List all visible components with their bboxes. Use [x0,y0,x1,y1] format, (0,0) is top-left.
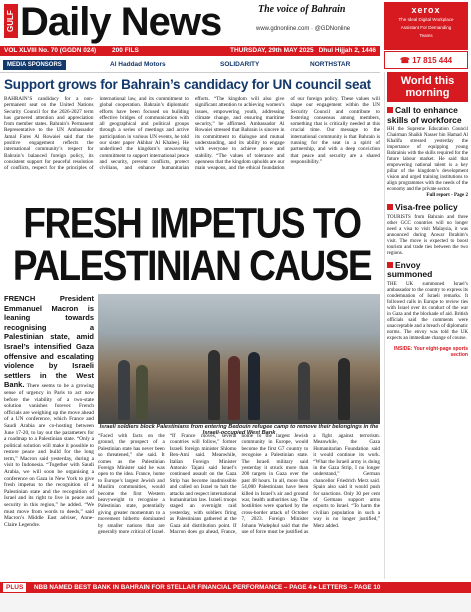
sidebar-story-2-body: TOURISTS from Bahrain and three other GCC countries will no longer need a visa to visit Malaysia, it was announced during Anwar Ibrahim’s visit. The move is expected to boost tourism and trade ties between the two regions. [387,214,468,256]
lead-photo [98,294,380,424]
red-square-icon [387,107,393,113]
advert-phone[interactable]: ☎ 17 815 444 [384,51,468,69]
top-story-headline[interactable]: Support grows for Bahrain’s candidacy for UN council seat [4,77,371,92]
dateline [0,46,380,56]
plus-label: PLUS [3,583,26,592]
xerox-logo: xerox [411,5,441,15]
tagline: The voice of Bahrain [258,4,346,15]
person-figure [248,352,260,420]
sponsor-al-haddad: Al Haddad Motors [110,61,166,68]
lead-headline[interactable]: FRESH IMPETUS TO PALESTINIAN CAUSE [12,199,372,290]
page-bottom-band [0,593,471,612]
sponsor-solidarity: SOLIDARITY [220,61,260,68]
lead-intro: FRENCH President Emmanuel Macron is leaning towards recognising a Palestinian state, amid Israel’s intensified Gaza offensive and escalating violence by Israeli settlers in the West Bank. [4,294,94,390]
red-square-icon [387,204,393,210]
sidebar-story-3-body: THE UK summoned Israel’s ambassador to the country to express its condemnation of Israeli remarks. It followed calls in Europe to review ties with Israel over its conduct of the war in Gaza and the blockade of aid. British officials said the comments were unacceptable and a breach of diplomatic norms. The envoy was told the UK expects an immediate change of course. [387,281,468,341]
person-figure [298,362,310,420]
top-story-body: BAHRAIN’S candidacy for a non-permanent seat on the United Nations Security Council for the 2026-2027 term has garnered attention and appreciation from member states. Bahrain’s Permanent Representative to the UN Ambassador Jamal Fares Al Rowaiei said that the positive engagement reflects the international community’s respect for Bahrain’s balanced foreign policy, its consistent support for peaceful resolution of conflicts, respect for the principles of international law, and its commitment to global cooperation. Bahrain’s diplomatic efforts have been focused on building effective bridges of communication with all geographical and political groups through a series of meetings and active participation in various UN events, he told our sister paper Akhbar Al Khaleej. He underlined the kingdom’s unwavering commitment to support international peace and security, prevent conflicts, protect civilians, and enhance humanitarian efforts. “The kingdom will also give significant attention to achieving women’s issues, empowering youth, addressing climate change, and ensuring maritime security,” he affirmed. Ambassador Al Rowaiei stressed that Bahrain is sincere in its commitment to dialogue and mutual understanding, and its ability to engage with everyone to achieve peace and stability. “The values of tolerance and openness that the kingdom upholds are our main weapons, and the ethical foundation of our foreign policy. These values will shape our engagement within the UN Security Council and contribute to fostering consensus among members, something that is critically needed at this crucial time. Our message to the international community is that Bahrain is running for the seat in a spirit of partnership, and with a deep conviction that peace and security are a shared responsibility.” [4,96,380,172]
issue-date: THURSDAY, 29th MAY 2025 [230,47,314,54]
sidebar [384,72,468,579]
sidebar-story-3-headline[interactable]: Envoy summoned [387,259,433,279]
advert-line-2: Assistant For Demanding [400,25,452,30]
soldier-figure [118,360,130,420]
person-figure [338,358,350,420]
person-figure [228,356,240,420]
footer-bar [0,582,471,593]
sidebar-story-1-headline[interactable]: Call to enhance skills of workforce [387,105,462,125]
price: 200 FILS [112,47,139,54]
sponsors-bar [0,57,380,73]
photo-caption: Israeli soldiers block Palestinians from entering Bedouin refugee camp to remove their belongings in the Israeli-occupied West Bank [99,424,379,436]
volume-number: VOL XLVIII No. 70 (GGDN 024) [4,47,97,54]
advert-line-3: Teams [419,33,433,38]
sponsor-northstar: NORTHSTAR [310,61,351,68]
gulf-tab: GULF [4,4,18,38]
lead-story-continued: “Faced with facts on the ground, the prospect of a Palestinian state has never been so threatened,” she said. It comes as the Palestinian Foreign Minister said he was open to the idea. France, home to Europe’s largest Jewish and Muslim communities, would become the first Western heavyweight to recognise a Palestinian state, potentially giving greater momentum to a movement hitherto dominated by smaller nations that are generally more critical of Israel. “If France moves, several countries will follow,” former Israeli foreign minister Shlomo Ben-Ami said. Meanwhile, Italian Foreign Minister Antonio Tajani said Israel’s continued assault on the Gaza Strip has become inadmissible and called on Israel to halt the attacks and respect international humanitarian law. Israeli troops staged an overnight raid yesterday, with soldiers firing as Palestinians gathered at the Gaza aid distribution point. If Macron does go ahead, France, home to the largest Jewish community in Europe, would become the first G7 country to recognise a Palestinian state. The Israeli military said yesterday it struck more than 200 targets in Gaza over the past 48 hours. In all, more than 54,000 Palestinians have been killed in Israel’s air and ground war, health authorities say. The hostilities were sparked by the cross-border attack of October 7, 2023. Foreign Minister Johann Wadephul said that the use of force must be justified as a fight against terrorism. Meanwhile, the Gaza Humanitarian Foundation said it would continue its work. “What the Israeli army is doing in the Gaza Strip, I no longer understand,” German chancellor Friedrich Merz said. Spain also said it would push for sanctions. Only 30 per cent of Germans support arms exports to Israel. “To harm the civilian population in such a way is no longer justified,” Merz added. [98,433,380,536]
red-square-icon [387,262,393,268]
media-sponsors-label: MEDIA SPONSORS [3,60,66,70]
sidebar-story-1-body: HH the Supreme Education Council Chairman Shaikh Nasser bin Hamad Al Khalifa stressed yesterday the importance of equipping young Bahrainis with the skills required for the future labour market. He said that empowering national talent is a key pillar of the kingdom’s development vision and urged training institutions to align programmes with the needs of the economy and the private sector. Full report - Page 2 [387,127,468,198]
website: www.gdnonline.com · @GDNonline [256,26,351,32]
soldier-figure [136,365,148,420]
hijri-date: Dhul Hijjah 2, 1446 [318,47,376,54]
inside-sports-teaser[interactable]: INSIDE: Your eight-page sports section [394,345,468,358]
lead-story-column [4,294,94,579]
person-figure [208,350,220,420]
newspaper-title: Daily News [20,0,222,44]
footer-teaser[interactable]: NBB NAMED BEST BANK IN BAHRAIN FOR STELLAR FINANCIAL PERFORMANCE – PAGE 4 ▸ LETTERS – PAGE 10 [34,584,381,591]
sidebar-story-2-headline[interactable]: Visa-free policy [387,203,468,213]
lead-body: There seems to be a growing sense of urgency in Paris to act now before the viability of a two-state solution vanishes forever. French officials are weighing up the move ahead of a UN conference, which France and Saudi Arabia are co-hosting between June 17-20, to lay out the parameters for a roadmap to a Palestinian state. “Only a political solution will make it possible to restore peace and build for the long term,” Macron said yesterday, during a visit to Indonesia. “Together with Saudi Arabia, we will soon be organising a conference on Gaza in New York to give fresh impetus to the recognition of a Palestinian state and the recognition of Israel and its right to live in peace and security in this region,” he added. “We must move from words to deeds,” said Macron’s Middle East adviser, Anne-Claire Legendre. [4,383,94,528]
xerox-advert[interactable] [384,2,468,50]
advert-line-1: The Ideal Digital Workplace [398,17,454,22]
world-this-morning-title: World this morning [387,72,468,102]
